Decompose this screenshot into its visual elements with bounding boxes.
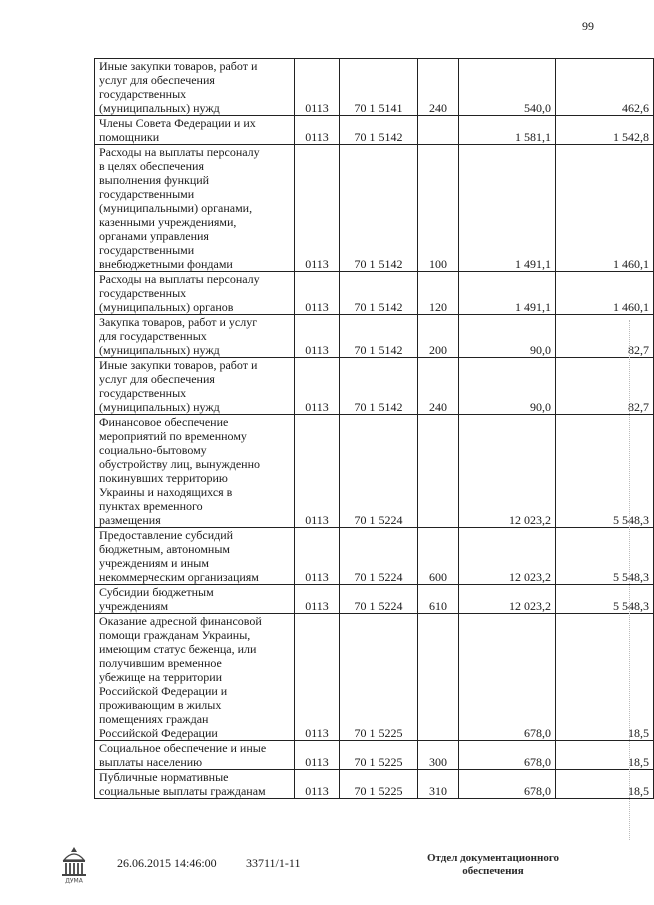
table-row — [95, 741, 654, 770]
row-name-line: Оказание адресной финансовой — [99, 614, 262, 628]
row-value1-cell: 540,0 — [459, 59, 556, 116]
row-name-line: в целях обеспечения — [99, 159, 204, 173]
row-type-cell: 200 — [418, 315, 459, 358]
row-name-cell — [95, 528, 295, 585]
row-value2-cell: 18,5 — [556, 741, 654, 770]
row-section-cell: 0113 — [295, 358, 340, 415]
row-value1-cell: 678,0 — [459, 614, 556, 741]
row-section-cell: 0113 — [295, 528, 340, 585]
row-name-line: государственными — [99, 243, 195, 257]
row-name-line: услуг для обеспечения — [99, 372, 215, 386]
row-name-cell — [95, 145, 295, 272]
row-value2-cell: 1 460,1 — [556, 145, 654, 272]
row-type-cell: 240 — [418, 358, 459, 415]
row-type-cell: 100 — [418, 145, 459, 272]
row-name-line: государственными — [99, 187, 195, 201]
row-article-cell: 70 1 5142 — [340, 315, 418, 358]
row-value2-cell: 5 548,3 — [556, 528, 654, 585]
row-name-line: для государственных — [99, 329, 207, 343]
row-name-line: (муниципальных) органов — [99, 300, 234, 314]
row-value1-cell: 90,0 — [459, 315, 556, 358]
row-section-cell: 0113 — [295, 315, 340, 358]
row-name-cell — [95, 585, 295, 614]
row-name-cell — [95, 116, 295, 145]
budget-table — [94, 58, 654, 799]
row-type-cell — [418, 116, 459, 145]
row-name-line: внебюджетными фондами — [99, 257, 233, 271]
table-row — [95, 272, 654, 315]
row-article-cell: 70 1 5225 — [340, 770, 418, 799]
table-row — [95, 315, 654, 358]
row-section-cell: 0113 — [295, 770, 340, 799]
row-value2-cell: 462,6 — [556, 59, 654, 116]
row-name-line: казенными учреждениями, — [99, 215, 237, 229]
row-name-line: размещения — [99, 513, 161, 527]
table-row — [95, 59, 654, 116]
table-row — [95, 415, 654, 528]
row-type-cell: 310 — [418, 770, 459, 799]
row-article-cell: 70 1 5142 — [340, 145, 418, 272]
row-name-line: социальные выплаты гражданам — [99, 784, 266, 798]
row-name-line: Предоставление субсидий — [99, 528, 234, 542]
row-name-line: имеющим статус беженца, или — [99, 642, 257, 656]
row-value2-cell: 82,7 — [556, 358, 654, 415]
row-type-cell: 300 — [418, 741, 459, 770]
row-value1-cell: 1 491,1 — [459, 145, 556, 272]
row-name-cell — [95, 272, 295, 315]
row-article-cell: 70 1 5224 — [340, 585, 418, 614]
row-name-line: Расходы на выплаты персоналу — [99, 145, 260, 159]
row-type-cell — [418, 415, 459, 528]
row-name-line: (муниципальными) органами, — [99, 201, 253, 215]
row-name-line: Российской Федерации — [99, 726, 218, 740]
duma-emblem-icon — [58, 844, 90, 884]
row-name-line: (муниципальных) нужд — [99, 343, 220, 357]
row-name-line: помощники — [99, 130, 160, 144]
row-name-line: учреждениям — [99, 599, 169, 613]
row-value2-cell: 1 460,1 — [556, 272, 654, 315]
row-section-cell: 0113 — [295, 116, 340, 145]
row-name-cell — [95, 315, 295, 358]
row-value2-cell: 5 548,3 — [556, 415, 654, 528]
row-value1-cell: 12 023,2 — [459, 585, 556, 614]
document-code: 33711/1-11 — [246, 856, 301, 870]
row-value2-cell: 18,5 — [556, 770, 654, 799]
row-value2-cell: 5 548,3 — [556, 585, 654, 614]
row-name-line: некоммерческим организациям — [99, 570, 259, 584]
table-row — [95, 585, 654, 614]
row-section-cell: 0113 — [295, 145, 340, 272]
row-name-line: Субсидии бюджетным — [99, 585, 214, 599]
budget-table-body — [95, 59, 654, 799]
row-value2-cell: 1 542,8 — [556, 116, 654, 145]
row-name-line: (муниципальных) нужд — [99, 400, 220, 414]
row-name-line: помощи гражданам Украины, — [99, 628, 251, 642]
row-value1-cell: 12 023,2 — [459, 415, 556, 528]
row-article-cell: 70 1 5225 — [340, 614, 418, 741]
row-name-line: социально-бытовому — [99, 443, 207, 457]
row-name-line: Расходы на выплаты персоналу — [99, 272, 260, 286]
row-article-cell: 70 1 5224 — [340, 415, 418, 528]
row-article-cell: 70 1 5224 — [340, 528, 418, 585]
row-name-line: государственных — [99, 286, 187, 300]
table-row — [95, 528, 654, 585]
row-value1-cell: 1 491,1 — [459, 272, 556, 315]
row-type-cell: 240 — [418, 59, 459, 116]
row-value1-cell: 90,0 — [459, 358, 556, 415]
row-name-line: убежище на территории — [99, 670, 223, 684]
row-name-line: пунктах временного — [99, 499, 203, 513]
table-row — [95, 770, 654, 799]
row-name-line: учреждениям и иным — [99, 556, 209, 570]
row-name-line: Украины и находящихся в — [99, 485, 233, 499]
row-name-line: органами управления — [99, 229, 209, 243]
row-name-cell — [95, 415, 295, 528]
row-section-cell: 0113 — [295, 614, 340, 741]
row-type-cell: 600 — [418, 528, 459, 585]
table-row — [95, 614, 654, 741]
row-section-cell: 0113 — [295, 741, 340, 770]
row-name-line: услуг для обеспечения — [99, 73, 215, 87]
table-row — [95, 358, 654, 415]
row-article-cell: 70 1 5225 — [340, 741, 418, 770]
row-name-cell — [95, 770, 295, 799]
row-section-cell: 0113 — [295, 272, 340, 315]
row-section-cell: 0113 — [295, 585, 340, 614]
row-name-line: мероприятий по временному — [99, 429, 247, 443]
row-name-line: выплаты населению — [99, 755, 203, 769]
row-name-line: Закупка товаров, работ и услуг — [99, 315, 258, 329]
row-name-line: государственных — [99, 386, 187, 400]
row-name-line: (муниципальных) нужд — [99, 101, 220, 115]
row-name-line: Российской Федерации и — [99, 684, 228, 698]
row-name-line: государственных — [99, 87, 187, 101]
row-value1-cell: 1 581,1 — [459, 116, 556, 145]
row-section-cell: 0113 — [295, 415, 340, 528]
row-name-cell — [95, 59, 295, 116]
row-name-line: выполнения функций — [99, 173, 210, 187]
row-article-cell: 70 1 5142 — [340, 116, 418, 145]
stamp-line-2: обеспечения — [462, 865, 524, 877]
row-name-line: получившим временное — [99, 656, 222, 670]
print-datetime: 26.06.2015 14:46:00 — [117, 856, 217, 870]
row-name-cell — [95, 614, 295, 741]
row-value2-cell: 82,7 — [556, 315, 654, 358]
row-name-line: обустройству лиц, вынужденно — [99, 457, 261, 471]
row-name-line: Финансовое обеспечение — [99, 415, 229, 429]
row-name-line: помещениях граждан — [99, 712, 209, 726]
row-name-line: Иные закупки товаров, работ и — [99, 358, 258, 372]
row-name-line: Публичные нормативные — [99, 770, 229, 784]
row-name-line: бюджетным, автономным — [99, 542, 230, 556]
table-row — [95, 116, 654, 145]
page-footer — [0, 842, 640, 892]
row-name-cell — [95, 741, 295, 770]
row-type-cell: 120 — [418, 272, 459, 315]
row-value1-cell: 678,0 — [459, 741, 556, 770]
table-row — [95, 145, 654, 272]
row-article-cell: 70 1 5141 — [340, 59, 418, 116]
row-value1-cell: 12 023,2 — [459, 528, 556, 585]
row-name-cell — [95, 358, 295, 415]
row-name-line: покинувших территорию — [99, 471, 228, 485]
row-name-line: проживающим в жилых — [99, 698, 222, 712]
row-value1-cell: 678,0 — [459, 770, 556, 799]
row-type-cell — [418, 614, 459, 741]
emblem-label: ДУМА — [65, 877, 83, 885]
row-name-line: Члены Совета Федерации и их — [99, 116, 256, 130]
row-article-cell: 70 1 5142 — [340, 272, 418, 315]
row-name-line: Социальное обеспечение и иные — [99, 741, 267, 755]
row-value2-cell: 18,5 — [556, 614, 654, 741]
department-stamp — [418, 852, 568, 878]
row-name-line: Иные закупки товаров, работ и — [99, 59, 258, 73]
row-type-cell: 610 — [418, 585, 459, 614]
stamp-line-1: Отдел документационного — [426, 852, 560, 864]
page-number: 99 — [582, 19, 594, 33]
row-article-cell: 70 1 5142 — [340, 358, 418, 415]
row-section-cell: 0113 — [295, 59, 340, 116]
margin-scan-marks — [629, 320, 636, 840]
